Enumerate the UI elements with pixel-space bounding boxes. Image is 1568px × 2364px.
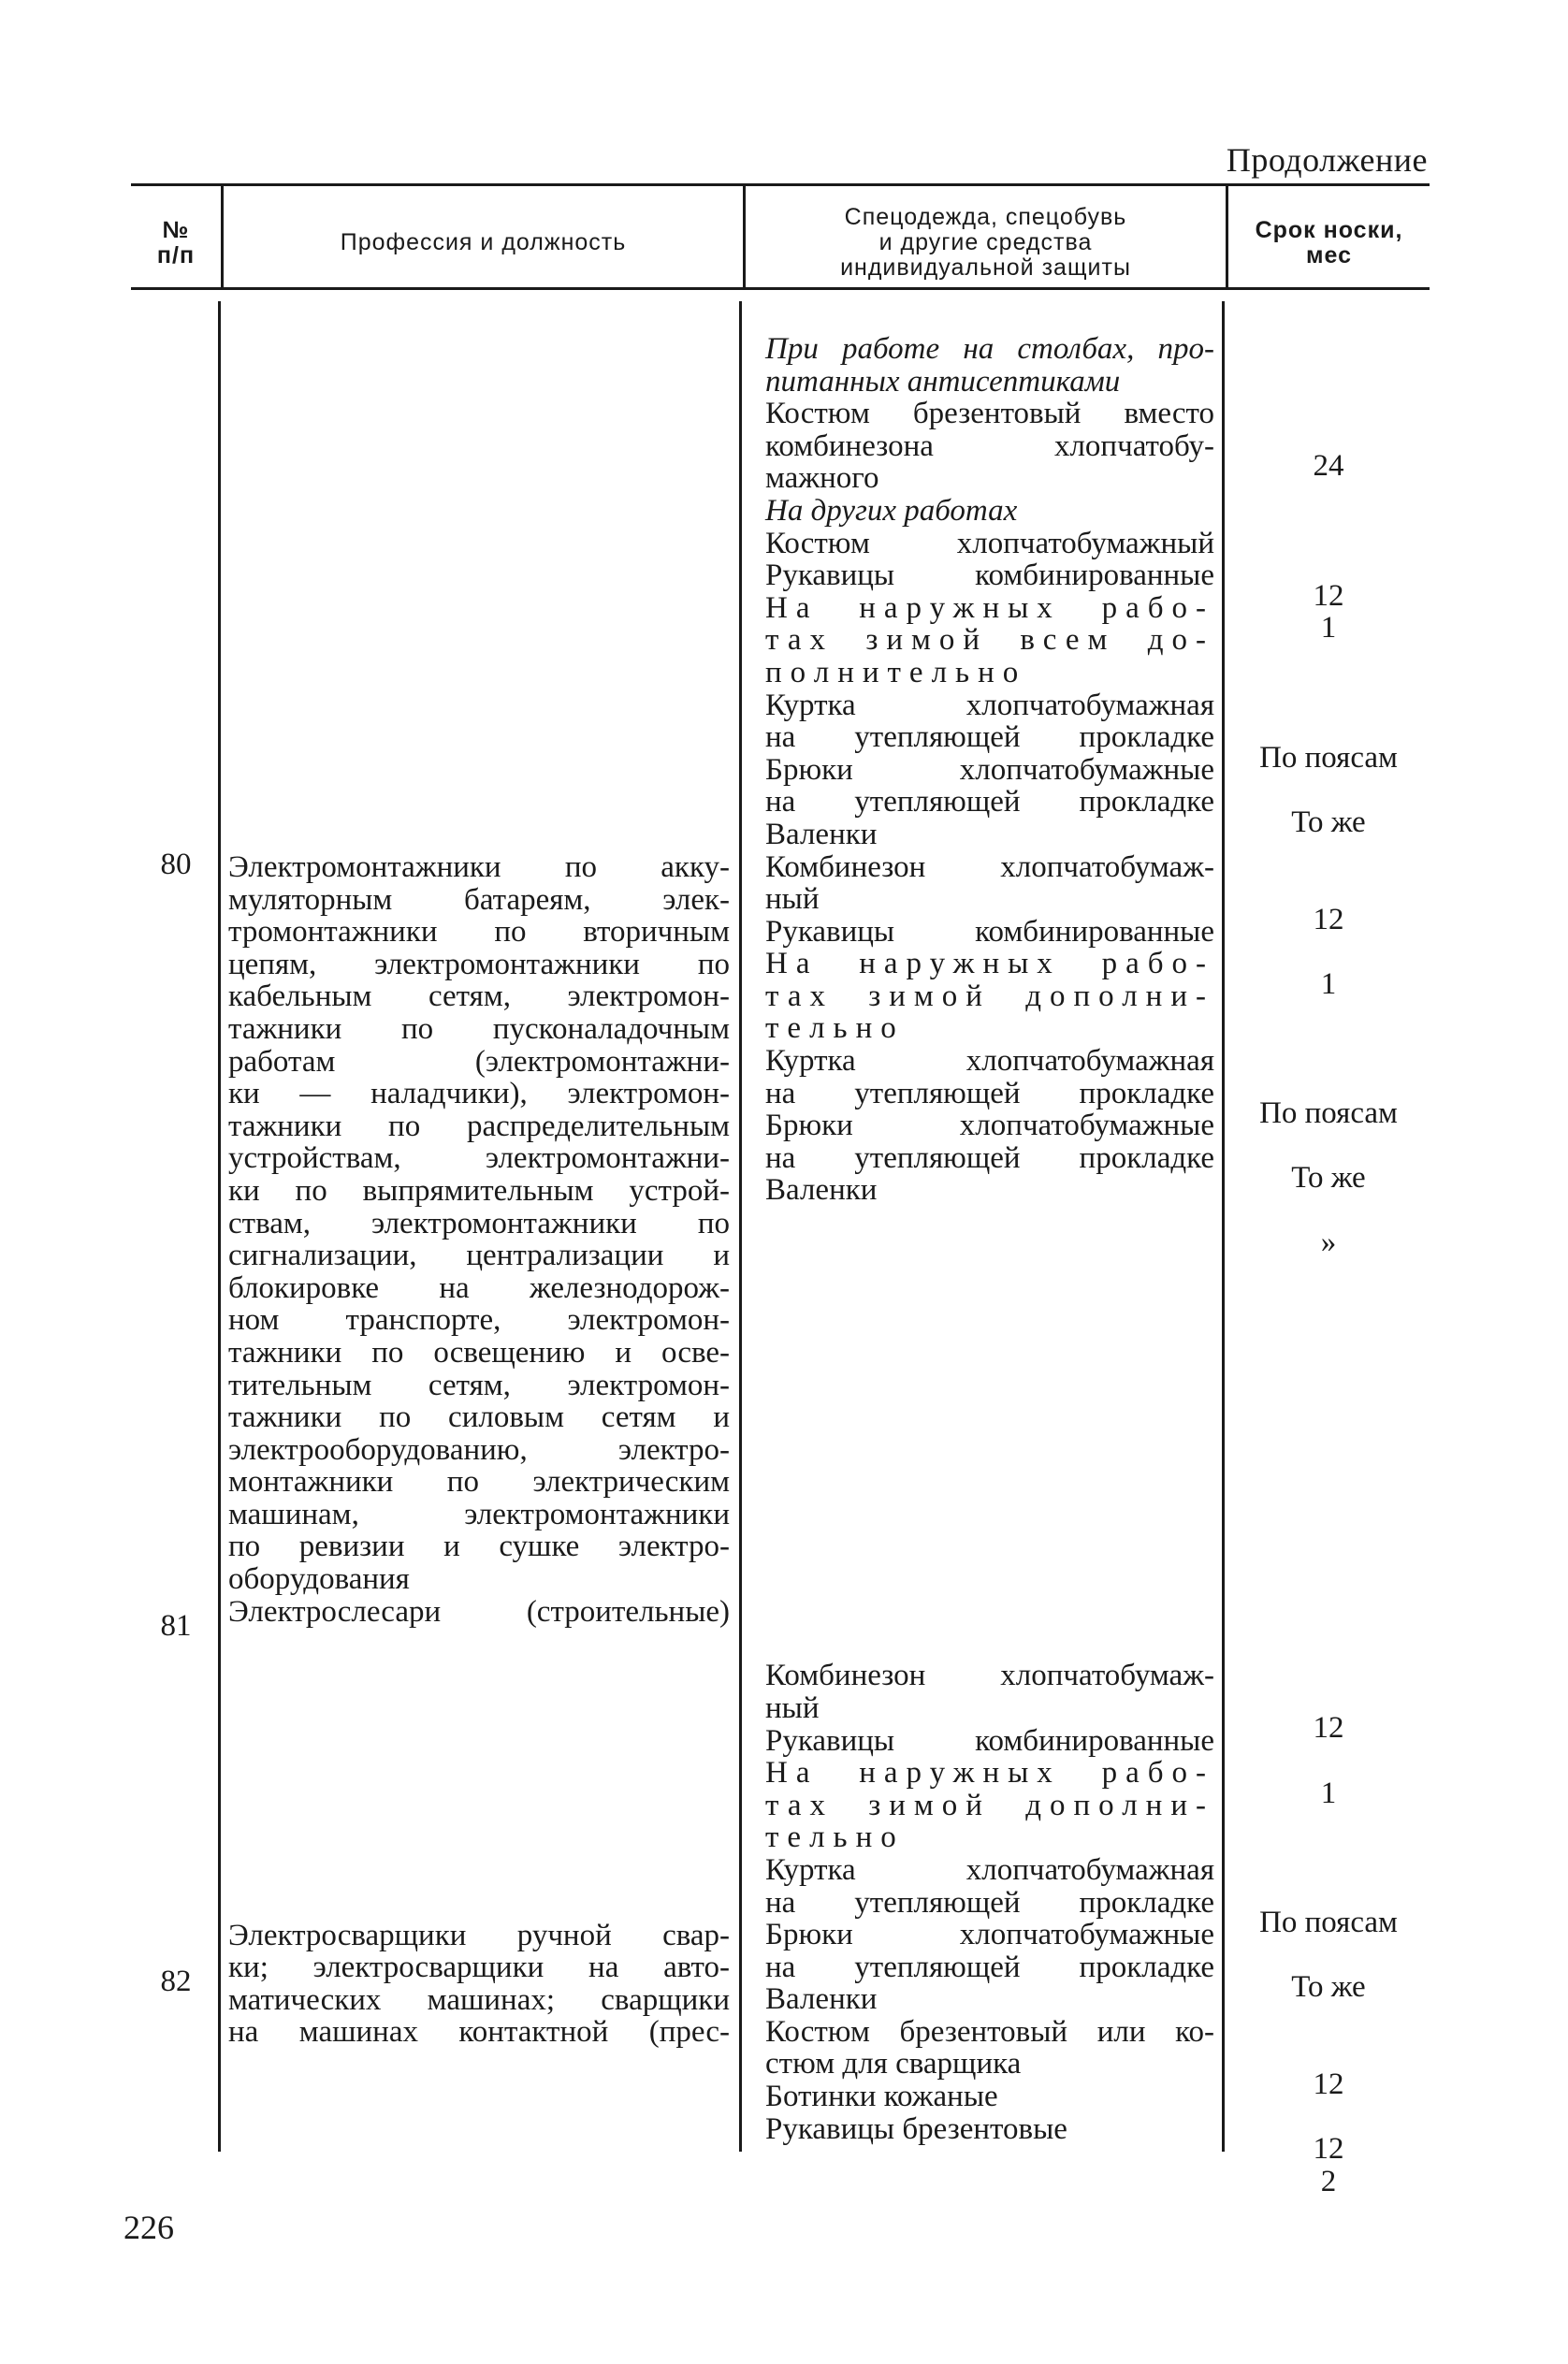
item-line: на утепляющей прокладке bbox=[765, 1076, 1214, 1110]
item-line: На наружных рабо- bbox=[765, 590, 1214, 625]
item-line: тельно bbox=[765, 1011, 905, 1046]
item-line: ный bbox=[765, 882, 820, 917]
profession-line: машинам, электромонтажники bbox=[228, 1497, 730, 1531]
term-cell bbox=[1227, 1874, 1430, 1907]
profession-line: оборудования bbox=[228, 1562, 410, 1597]
term-cell: 2 bbox=[1320, 2164, 1337, 2198]
item-line: Ботинки кожаные bbox=[765, 2080, 998, 2114]
profession-line: ки — наладчики), электромон- bbox=[228, 1077, 730, 1111]
item-line: На наружных рабо- bbox=[765, 947, 1214, 981]
item-line: Рукавицы комбинированные bbox=[765, 558, 1214, 593]
header-profession: Профессия и должность bbox=[340, 229, 627, 255]
profession-line: кабельным сетям, электромон- bbox=[228, 979, 730, 1014]
item-line: При работе на столбах, про- bbox=[765, 332, 1214, 366]
profession-line: тажники по силовым сетям и bbox=[228, 1400, 730, 1435]
continuation-caption: Продолжение bbox=[1226, 141, 1428, 179]
term-cell bbox=[1227, 774, 1430, 806]
body-divider-3 bbox=[1222, 301, 1225, 2152]
item-line: На наружных рабо- bbox=[765, 1756, 1214, 1791]
profession-line: Электрослесари (строительные) bbox=[228, 1594, 730, 1629]
row-number-81: 81 bbox=[160, 1609, 192, 1643]
header-wear-term: Срок носки, мес bbox=[1255, 216, 1403, 268]
term-cell: По поясам bbox=[1259, 740, 1398, 775]
term-cell bbox=[1227, 2004, 1430, 2037]
protective-items-column bbox=[765, 333, 1214, 2145]
term-cell bbox=[1227, 418, 1430, 451]
item-line bbox=[765, 1466, 1214, 1499]
term-cell bbox=[1227, 1454, 1430, 1487]
item-line: Брюки хлопчатобумажные bbox=[765, 752, 1214, 787]
item-line bbox=[765, 1369, 1214, 1401]
item-line: Рукавицы комбинированные bbox=[765, 1723, 1214, 1758]
item-line bbox=[765, 1628, 1214, 1661]
profession-line: устройствам, электромонтажни- bbox=[228, 1141, 730, 1176]
item-line: комбинезона хлопчатобу- bbox=[765, 428, 1214, 463]
table-top-rule bbox=[131, 183, 1430, 186]
item-line bbox=[765, 1240, 1214, 1272]
term-cell bbox=[1227, 2100, 1430, 2133]
item-line bbox=[765, 1271, 1214, 1304]
item-line: Комбинезон хлопчатобумаж- bbox=[765, 849, 1214, 884]
item-line: Рукавицы комбинированные bbox=[765, 914, 1214, 949]
item-line: Брюки хлопчатобумажные bbox=[765, 1918, 1214, 1952]
item-line: ный bbox=[765, 1690, 820, 1725]
item-line: на утепляющей прокладке bbox=[765, 720, 1214, 755]
page-number: 226 bbox=[123, 2209, 174, 2246]
profession-line bbox=[228, 1887, 730, 1920]
item-line: на утепляющей прокладке bbox=[765, 1140, 1214, 1175]
profession-line bbox=[228, 1822, 730, 1855]
term-cell bbox=[1227, 1356, 1430, 1389]
profession-line: тительным сетям, электромон- bbox=[228, 1368, 730, 1402]
profession-line: матических машинах; сварщики bbox=[228, 1982, 730, 2017]
term-cell bbox=[1227, 1518, 1430, 1551]
item-line bbox=[765, 1304, 1214, 1337]
item-line: Куртка хлопчатобумажная bbox=[765, 1852, 1214, 1887]
item-line bbox=[765, 1336, 1214, 1369]
item-line: тах зимой дополни- bbox=[765, 979, 1214, 1013]
profession-line: ки по выпрямительным устрой- bbox=[228, 1173, 730, 1208]
profession-line: тажники по распределительным bbox=[228, 1109, 730, 1143]
item-line bbox=[765, 1530, 1214, 1563]
profession-line: по ревизии и сушке электро- bbox=[228, 1530, 730, 1564]
profession-line: сигнализации, централизации и bbox=[228, 1239, 730, 1273]
header-protective-items: Спецодежда, спецобувь и другие средства индивидуальной защиты bbox=[840, 204, 1131, 281]
profession-line: электрооборудованию, электро- bbox=[228, 1432, 730, 1467]
term-cell bbox=[1227, 676, 1430, 709]
term-cell bbox=[1227, 1745, 1430, 1777]
item-line: Брюки хлопчатобумажные bbox=[765, 1109, 1214, 1143]
term-cell: 12 bbox=[1313, 2132, 1344, 2167]
term-cell: 24 bbox=[1313, 449, 1344, 484]
profession-line bbox=[228, 1692, 730, 1725]
item-line: на утепляющей прокладке bbox=[765, 1950, 1214, 1984]
term-cell: То же bbox=[1291, 805, 1366, 839]
term-cell: 1 bbox=[1320, 611, 1337, 645]
term-cell bbox=[1227, 385, 1430, 418]
term-cell bbox=[1227, 1550, 1430, 1583]
item-line: Костюм брезентовый или ко- bbox=[765, 2014, 1214, 2049]
profession-line: работам (электромонтажни- bbox=[228, 1044, 730, 1079]
term-cell bbox=[1227, 1486, 1430, 1518]
profession-line bbox=[228, 1628, 730, 1661]
profession-line bbox=[228, 1790, 730, 1822]
profession-line: ном транспорте, электромон- bbox=[228, 1303, 730, 1338]
term-cell bbox=[1227, 2036, 1430, 2068]
term-cell bbox=[1227, 547, 1430, 580]
profession-line: тажники по пусконаладочным bbox=[228, 1011, 730, 1046]
term-cell: 12 bbox=[1313, 902, 1344, 936]
term-cell bbox=[1227, 515, 1430, 547]
term-cell bbox=[1227, 1292, 1430, 1325]
term-cell bbox=[1227, 1259, 1430, 1292]
profession-line: ки; электросварщики на авто- bbox=[228, 1951, 730, 1985]
header-number: № п/п bbox=[156, 216, 196, 268]
item-line bbox=[765, 1401, 1214, 1434]
profession-line: блокировке на железнодорож- bbox=[228, 1270, 730, 1305]
profession-line: тромонтажники по вторичным bbox=[228, 915, 730, 950]
profession-line: цепям, электромонтажники по bbox=[228, 947, 730, 981]
profession-line: Электросварщики ручной свар- bbox=[228, 1918, 730, 1952]
header-bottom-rule bbox=[131, 287, 1430, 290]
item-line: Комбинезон хлопчатобумаж- bbox=[765, 1659, 1214, 1693]
profession-line: тажники по освещению и осве- bbox=[228, 1335, 730, 1370]
profession-line: монтажники по электрическим bbox=[228, 1465, 730, 1500]
term-cell bbox=[1227, 1065, 1430, 1097]
term-cell bbox=[1227, 1939, 1430, 1972]
term-cell bbox=[1227, 1647, 1430, 1680]
term-cell bbox=[1227, 1130, 1430, 1163]
item-line: Костюм хлопчатобумажный bbox=[765, 526, 1214, 560]
profession-line: муляторным батареям, элек- bbox=[228, 882, 730, 917]
term-cell bbox=[1227, 1616, 1430, 1648]
term-cell bbox=[1227, 838, 1430, 871]
item-line: мажного bbox=[765, 461, 879, 496]
term-cell: 1 bbox=[1320, 1776, 1337, 1810]
term-cell bbox=[1227, 645, 1430, 677]
item-line: тах зимой всем до- bbox=[765, 623, 1214, 658]
term-cell bbox=[1227, 483, 1430, 515]
term-cell bbox=[1227, 1421, 1430, 1454]
profession-line bbox=[228, 1854, 730, 1887]
term-cell: 12 bbox=[1313, 2067, 1344, 2101]
term-cell bbox=[1227, 1680, 1430, 1713]
term-cell: По поясам bbox=[1259, 1096, 1398, 1131]
item-line: Валенки bbox=[765, 1982, 878, 2017]
item-line: стюм для сварщика bbox=[765, 2047, 1022, 2081]
term-cell bbox=[1227, 1033, 1430, 1066]
profession-line: Электромонтажники по акку- bbox=[228, 850, 730, 884]
term-cell: 12 bbox=[1313, 578, 1344, 613]
item-line: Валенки bbox=[765, 817, 878, 851]
body-divider-2 bbox=[739, 301, 742, 2152]
item-line: Куртка хлопчатобумажная bbox=[765, 1044, 1214, 1079]
item-line: полнительно bbox=[765, 655, 1027, 689]
profession-line bbox=[228, 1661, 730, 1693]
profession-line: на машинах контактной (прес- bbox=[228, 2015, 730, 2050]
item-line: питанных антисептиками bbox=[765, 364, 1121, 399]
term-cell bbox=[1227, 1583, 1430, 1616]
profession-line: ствам, электромонтажники по bbox=[228, 1206, 730, 1240]
row-number-80: 80 bbox=[160, 848, 192, 881]
term-cell bbox=[1227, 871, 1430, 904]
item-line: Рукавицы брезентовые bbox=[765, 2111, 1067, 2146]
item-line: На других работах bbox=[765, 493, 1018, 528]
term-cell bbox=[1227, 1195, 1430, 1227]
item-line: на утепляющей прокладке bbox=[765, 1885, 1214, 1920]
item-line bbox=[765, 1433, 1214, 1466]
item-line bbox=[765, 1563, 1214, 1596]
item-line: тельно bbox=[765, 1820, 905, 1855]
item-line: Костюм брезентовый вместо bbox=[765, 397, 1214, 431]
term-cell bbox=[1227, 1000, 1430, 1033]
item-line: тах зимой дополни- bbox=[765, 1788, 1214, 1822]
body-divider-1 bbox=[218, 301, 221, 2152]
item-line bbox=[765, 1595, 1214, 1628]
wear-term-column bbox=[1227, 385, 1430, 2197]
term-cell bbox=[1227, 1324, 1430, 1356]
profession-line bbox=[228, 1725, 730, 1758]
profession-line bbox=[228, 1758, 730, 1791]
term-cell bbox=[1227, 709, 1430, 742]
item-line bbox=[765, 1207, 1214, 1240]
term-cell bbox=[1227, 935, 1430, 968]
term-cell: По поясам bbox=[1259, 1905, 1398, 1939]
term-cell: 1 bbox=[1320, 966, 1337, 1001]
term-cell: » bbox=[1320, 1226, 1337, 1260]
row-number-82: 82 bbox=[160, 1965, 192, 1998]
term-cell: 12 bbox=[1313, 1711, 1344, 1746]
term-cell bbox=[1227, 1842, 1430, 1875]
term-cell: То же bbox=[1291, 1970, 1366, 2005]
profession-column bbox=[228, 851, 730, 2049]
item-line: Валенки bbox=[765, 1173, 878, 1208]
item-line bbox=[765, 1498, 1214, 1530]
term-cell bbox=[1227, 1388, 1430, 1421]
term-cell bbox=[1227, 1809, 1430, 1842]
item-line: на утепляющей прокладке bbox=[765, 785, 1214, 819]
item-line: Куртка хлопчатобумажная bbox=[765, 688, 1214, 722]
term-cell: То же bbox=[1291, 1161, 1366, 1196]
